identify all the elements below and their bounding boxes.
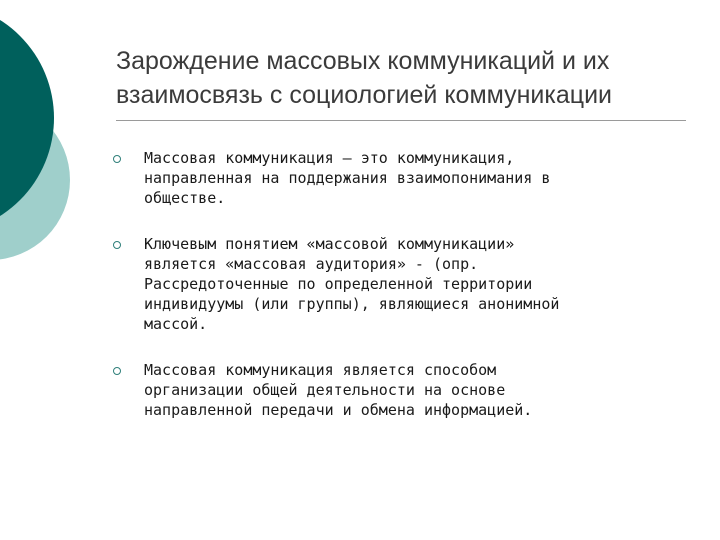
bullet-text	[144, 148, 693, 208]
title-divider	[116, 120, 686, 121]
bullet-line: массой.	[144, 315, 208, 333]
slide-title-line: Зарождение массовых коммуникаций и их	[116, 47, 610, 75]
bullet-line: Рассредоточенные по определенной территории	[144, 275, 533, 293]
bullet-text	[144, 360, 693, 420]
bullet-line: обществе.	[144, 189, 226, 207]
hollow-circle-bullet-icon	[113, 241, 121, 249]
bullet-line: Ключевым понятием «массовой коммуникации»	[144, 235, 515, 253]
bullet-line: направленная на поддержания взаимопонимания в	[144, 169, 551, 187]
decorative-circles	[0, 0, 120, 300]
slide-title-line: взаимосвязь с социологией коммуникации	[116, 81, 613, 109]
slide-title	[116, 44, 696, 112]
bullet-line: индивидуумы (или группы), являющиеся анонимной	[144, 295, 560, 313]
hollow-circle-bullet-icon	[113, 367, 121, 375]
hollow-circle-bullet-icon	[113, 155, 121, 163]
bullet-text	[144, 234, 693, 334]
bullet-line: является «массовая аудитория» - (опр.	[144, 255, 479, 273]
bullet-line: Массовая коммуникация является способом	[144, 361, 497, 379]
bullet-line: Массовая коммуникация – это коммуникация,	[144, 149, 515, 167]
bullet-item	[113, 234, 693, 334]
bullet-item	[113, 360, 693, 420]
bullet-line: организации общей деятельности на основе	[144, 381, 506, 399]
bullet-item	[113, 148, 693, 208]
bullet-line: направленной передачи и обмена информацией.	[144, 401, 533, 419]
bullet-list	[113, 148, 693, 446]
